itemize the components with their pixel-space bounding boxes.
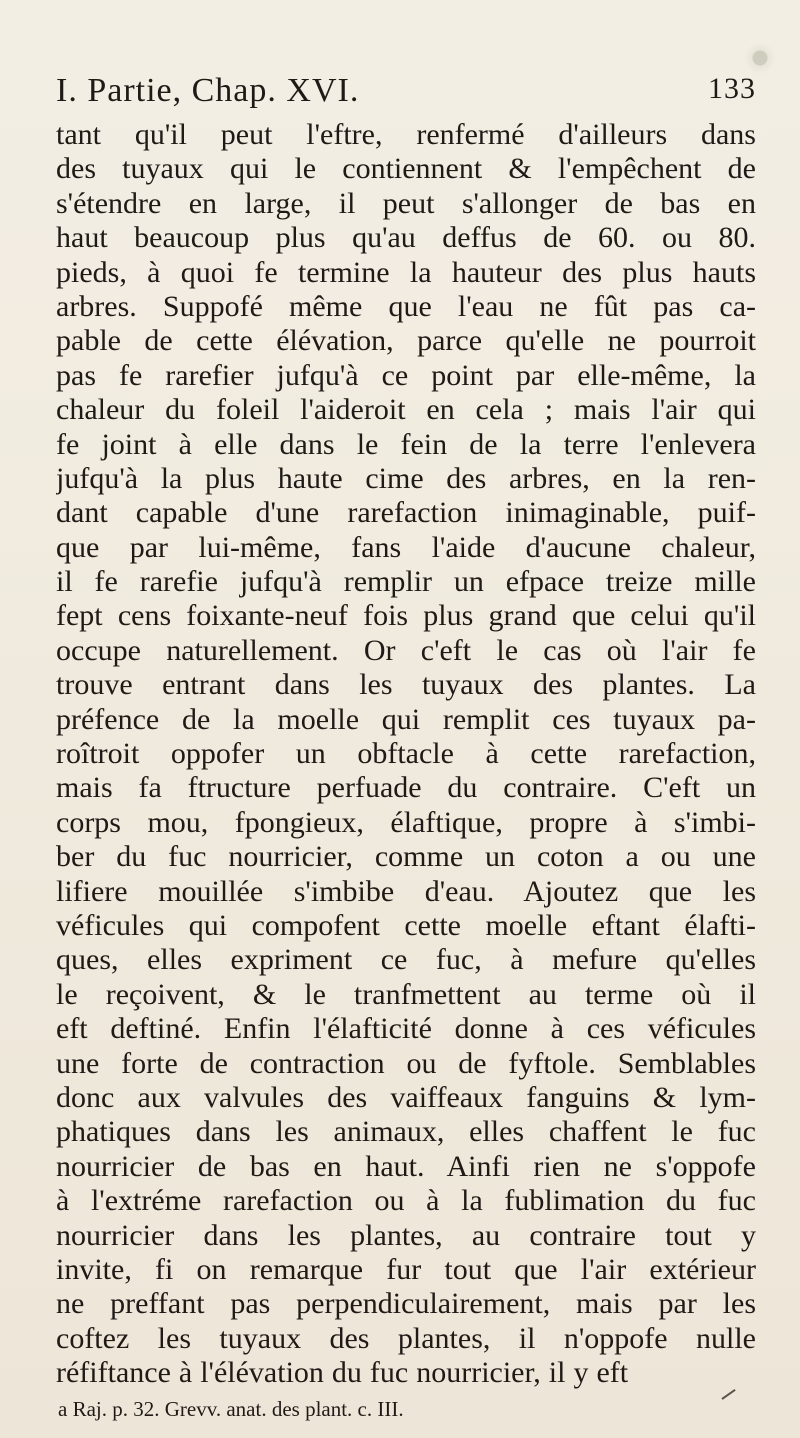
text-line: ques, elles expriment ce fuc, à mefure qu'elles bbox=[56, 943, 756, 977]
page-number: 133 bbox=[708, 72, 756, 105]
text-line: fe joint à elle dans le fein de la terre l'enlevera bbox=[56, 427, 756, 461]
text-line: fept cens foixante-neuf fois plus grand que celui qu'il bbox=[56, 599, 756, 633]
text-line: chaleur du foleil l'aideroit en cela ; mais l'air qui bbox=[56, 393, 756, 427]
text-line: tant qu'il peut l'eftre, renfermé d'ailleurs dans bbox=[56, 118, 756, 151]
text-line: préfence de la moelle qui remplit ces tuyaux pa- bbox=[56, 702, 756, 736]
chapter-heading: I. Partie, Chap. XVI. bbox=[56, 72, 360, 109]
text-line: pieds, à quoi fe termine la hauteur des plus hauts bbox=[56, 255, 756, 289]
text-line: s'étendre en large, il peut s'allonger de bas en bbox=[56, 186, 756, 220]
text-line: véficules qui compofent cette moelle eftant élafti- bbox=[56, 908, 756, 942]
text-line: occupe naturellement. Or c'eft le cas où l'air fe bbox=[56, 633, 756, 667]
text-line: arbres. Suppofé même que l'eau ne fût pas ca- bbox=[56, 289, 756, 323]
text-line: il fe rarefie jufqu'à remplir un efpace treize mille bbox=[56, 565, 756, 599]
text-line: nourricier de bas en haut. Ainfi rien ne s'oppofe bbox=[56, 1149, 756, 1183]
text-line: une forte de contraction ou de fyftole. Semblables bbox=[56, 1046, 756, 1080]
text-line: roîtroit oppofer un obftacle à cette rarefaction, bbox=[56, 737, 756, 771]
text-line: pable de cette élévation, parce qu'elle ne pourroit bbox=[56, 324, 756, 358]
text-line: que par lui-même, fans l'aide d'aucune chaleur, bbox=[56, 530, 756, 564]
text-line: nourricier dans les plantes, au contraire tout y bbox=[56, 1218, 756, 1252]
text-line: jufqu'à la plus haute cime des arbres, en la ren- bbox=[56, 461, 756, 495]
text-line: dant capable d'une rarefaction inimaginable, puif- bbox=[56, 496, 756, 530]
text-line: le reçoivent, & le tranfmettent au terme où il bbox=[56, 977, 756, 1011]
running-head bbox=[56, 72, 756, 116]
text-line: ne preffant pas perpendiculairement, mais par les bbox=[56, 1287, 756, 1321]
text-line: mais fa ftructure perfuade du contraire. C'eft un bbox=[56, 771, 756, 805]
text-line: ber du fuc nourricier, comme un coton a ou une bbox=[56, 840, 756, 874]
text-line: à l'extréme rarefaction ou à la fublimation du fuc bbox=[56, 1184, 756, 1218]
text-line: corps mou, fpongieux, élaftique, propre à s'imbi- bbox=[56, 805, 756, 839]
text-line: réfiftance à l'élévation du fuc nourricier, il y eft bbox=[56, 1356, 629, 1390]
text-line: lifiere mouillée s'imbibe d'eau. Ajoutez que les bbox=[56, 874, 756, 908]
text-line: phatiques dans les animaux, elles chaffent le fuc bbox=[56, 1115, 756, 1149]
main-text bbox=[56, 118, 756, 1390]
text-line: haut beaucoup plus qu'au deffus de 60. ou 80. bbox=[56, 221, 756, 255]
text-line: invite, fi on remarque fur tout que l'air extérieur bbox=[56, 1252, 756, 1286]
text-line: pas fe rarefier jufqu'à ce point par elle-même, la bbox=[56, 358, 756, 392]
text-line: trouve entrant dans les tuyaux des plantes. La bbox=[56, 668, 756, 702]
footnote: a Raj. p. 32. Grevv. anat. des plant. c. III. bbox=[58, 1397, 404, 1421]
text-line: eft deftiné. Enfin l'élafticité donne à ces véficules bbox=[56, 1012, 756, 1046]
text-line: des tuyaux qui le contiennent & l'empêchent de bbox=[56, 152, 756, 186]
text-line: donc aux valvules des vaiffeaux fanguins & lym- bbox=[56, 1080, 756, 1114]
text-line: coftez les tuyaux des plantes, il n'oppofe nulle bbox=[56, 1321, 756, 1355]
